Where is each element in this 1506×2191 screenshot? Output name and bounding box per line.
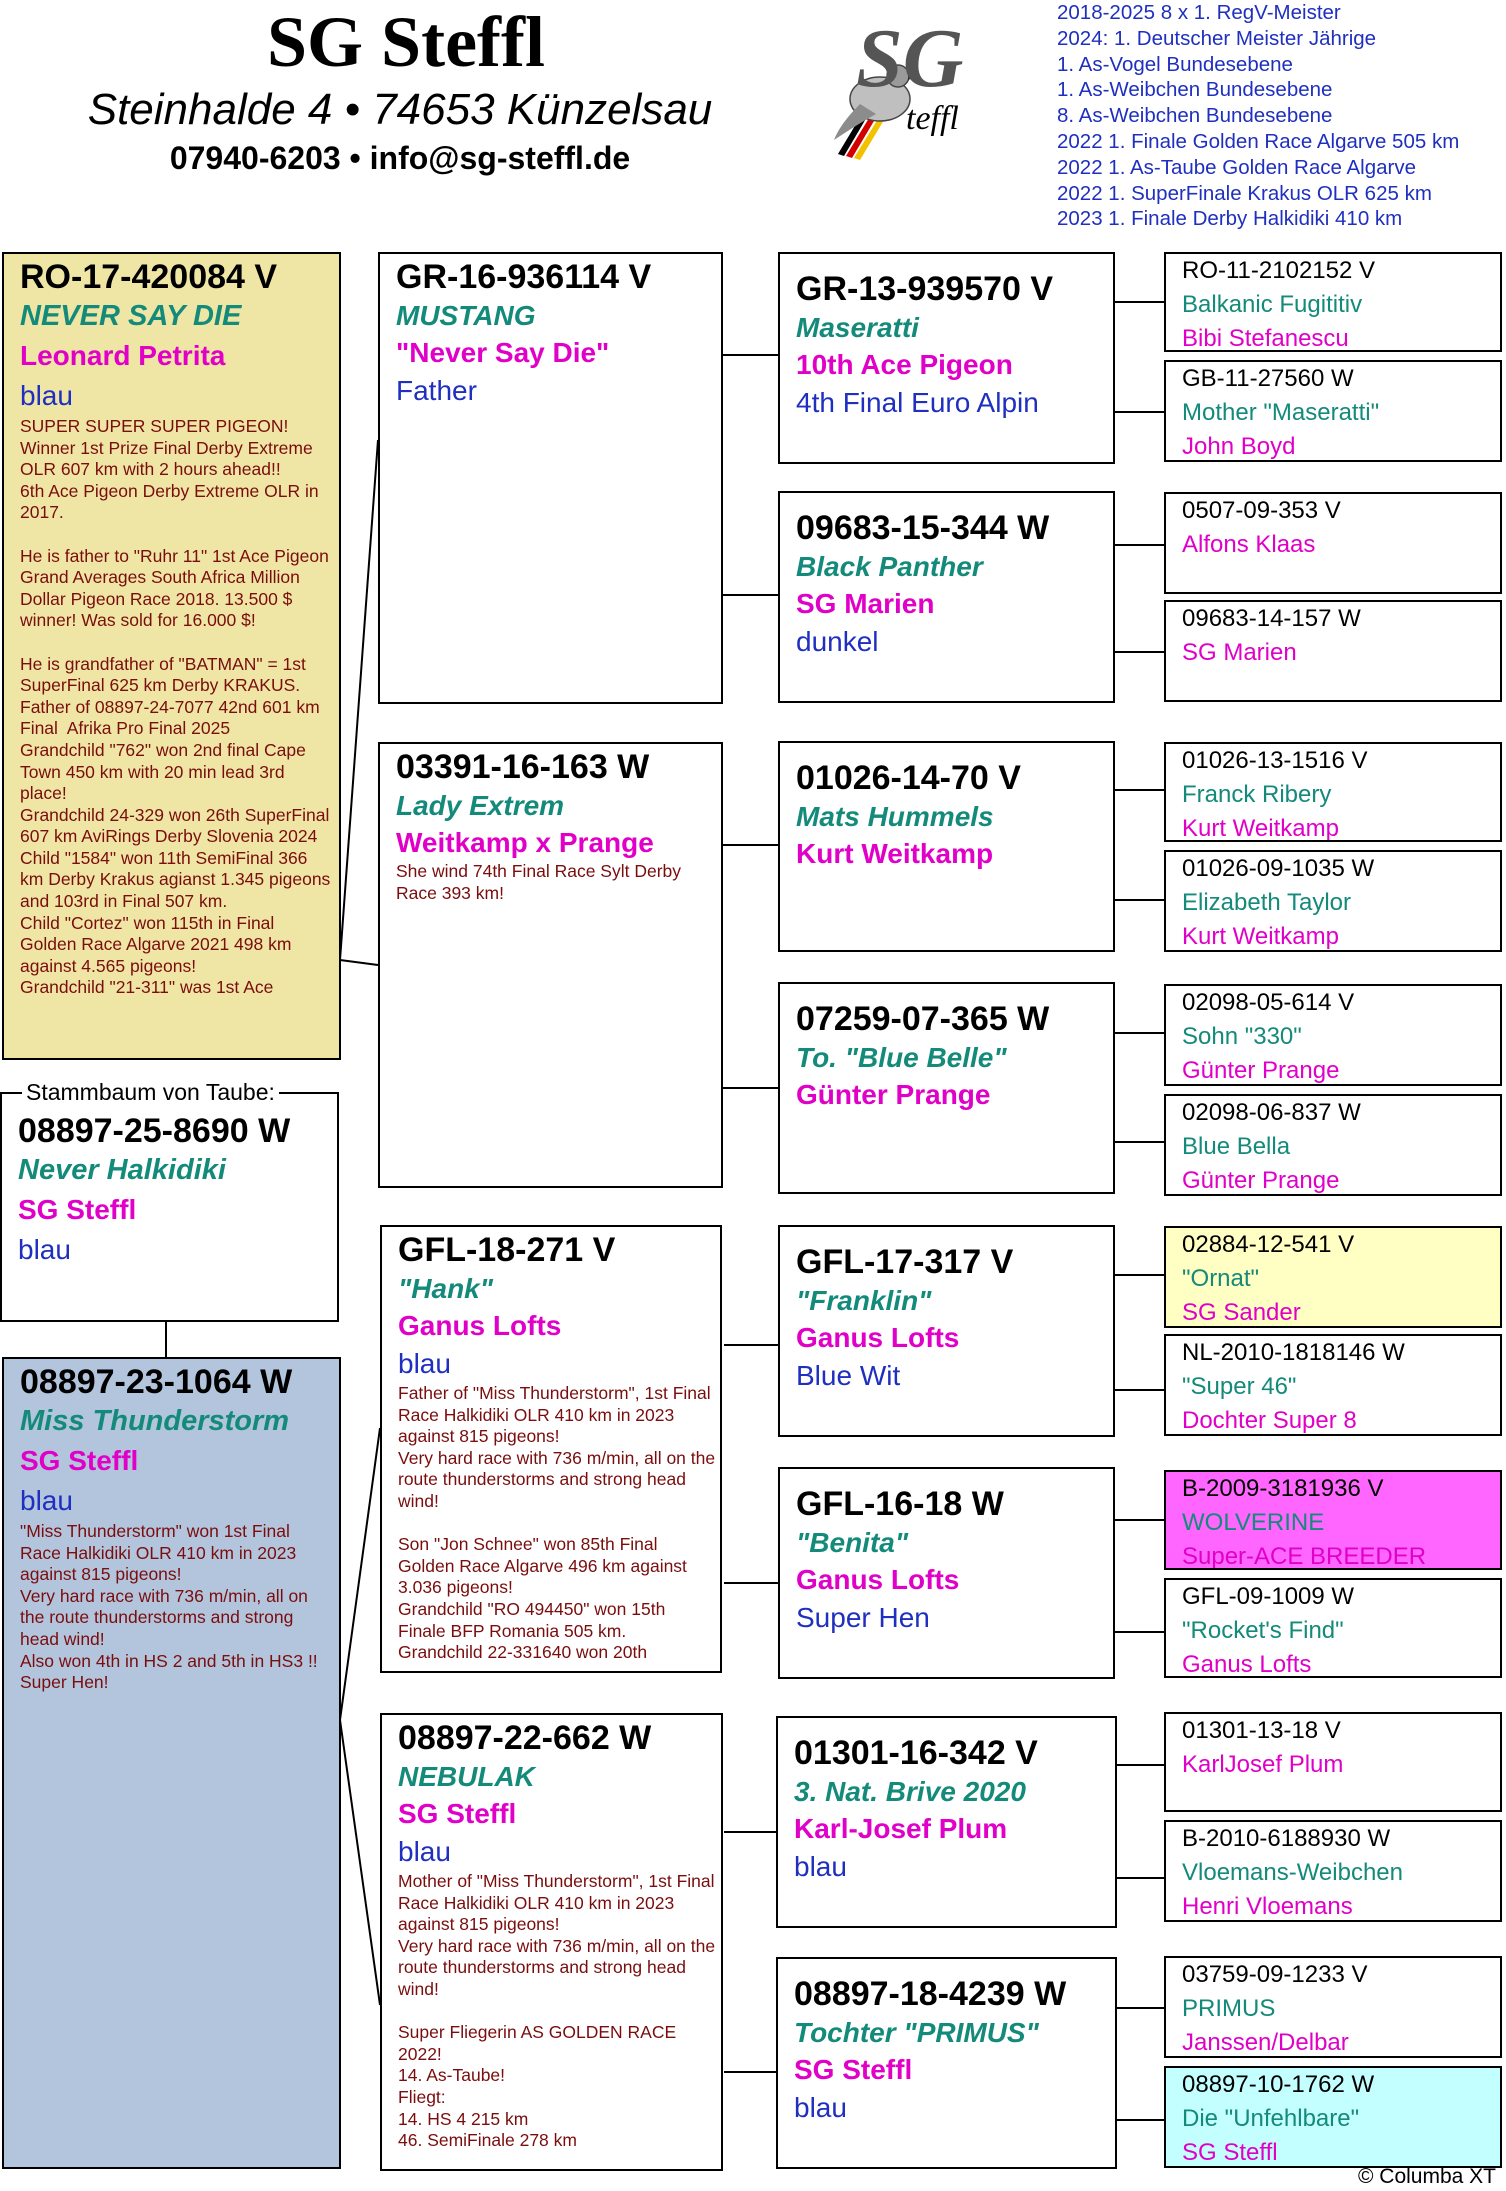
gen4-breeder: Günter Prange (1182, 1167, 1340, 1194)
gen4-breeder: Janssen/Delbar (1182, 2029, 1349, 2056)
gen4-card[interactable] (1164, 1094, 1502, 1196)
grandparent-name: MUSTANG (396, 300, 536, 331)
grandparent-color: Father (396, 375, 477, 406)
ggp-breeder: SG Marien (796, 588, 935, 619)
gen4-name: Franck Ribery (1182, 781, 1332, 808)
mother-card[interactable] (2, 1357, 341, 2169)
ggp-ring: 09683-15-344 W (796, 509, 1050, 547)
achievement-item: 2018-2025 8 x 1. RegV-Meister (1057, 1, 1341, 24)
mother-notes: "Miss Thunderstorm" won 1st Final Race Halkidiki OLR 410 km in 2023 against 815 pigeons! Very hard race with 736 m/min, all on the route thunderstorms and strong head wind! Also won 4th in HS 2 and 5th in HS3 !! Super Hen! (20, 1521, 318, 1693)
grandparent-ring: 03391-16-163 W (396, 748, 650, 786)
gen4-breeder: KarlJosef Plum (1182, 1751, 1344, 1778)
grandparent-name: Lady Extrem (396, 790, 565, 821)
gen4-breeder: John Boyd (1182, 433, 1296, 460)
header-address: Steinhalde 4 • 74653 Künzelsau (87, 85, 713, 134)
gen4-breeder: SG Marien (1182, 639, 1297, 666)
grandparent-breeder: SG Steffl (398, 1798, 517, 1829)
gen4-name: Die "Unfehlbare" (1182, 2105, 1360, 2132)
great-grandparent-card[interactable] (778, 1225, 1115, 1437)
grandparent-name: "Hank" (398, 1273, 494, 1304)
gen4-name: Blue Bella (1182, 1133, 1291, 1160)
mother-color: blau (20, 1485, 73, 1516)
grandparent-card[interactable] (378, 252, 723, 704)
gen4-ring: 01026-09-1035 W (1182, 855, 1375, 882)
great-grandparent-card[interactable] (776, 1957, 1117, 2169)
great-grandparent-card[interactable] (778, 1467, 1115, 1679)
father-breeder: Leonard Petrita (20, 340, 226, 371)
ggp-breeder: Ganus Lofts (796, 1322, 960, 1353)
great-grandparent-card[interactable] (778, 982, 1115, 1194)
ggp-breeder: 10th Ace Pigeon (796, 349, 1013, 380)
ggp-color: 4th Final Euro Alpin (796, 387, 1039, 418)
gen4-breeder: Bibi Stefanescu (1182, 325, 1349, 352)
ggp-name: Maseratti (796, 312, 919, 343)
father-card[interactable] (2, 252, 341, 1060)
great-grandparent-card[interactable] (778, 741, 1115, 952)
ggp-name: To. "Blue Belle" (796, 1042, 1007, 1073)
grandparent-breeder: Ganus Lofts (398, 1310, 562, 1341)
gen4-name: PRIMUS (1182, 1995, 1276, 2022)
grandparent-card[interactable] (378, 742, 723, 1188)
ggp-breeder: Ganus Lofts (796, 1564, 960, 1595)
gen4-ring: 0507-09-353 V (1182, 497, 1341, 524)
pedigree-label: Stammbaum von Taube: (22, 1078, 279, 1106)
ggp-name: "Benita" (796, 1527, 909, 1558)
ggp-ring: 01301-16-342 V (794, 1734, 1038, 1772)
gen4-name: Mother "Maseratti" (1182, 399, 1380, 426)
achievement-item: 8. As-Weibchen Bundesebene (1057, 104, 1333, 128)
ggp-name: Tochter "PRIMUS" (794, 2017, 1039, 2048)
ggp-name: Mats Hummels (796, 801, 994, 832)
gen4-ring: 01026-13-1516 V (1182, 747, 1368, 774)
achievement-item: 2022 1. As-Taube Golden Race Algarve (1057, 155, 1416, 179)
gen4-card[interactable] (1164, 492, 1502, 594)
gen4-ring: 09683-14-157 W (1182, 605, 1361, 632)
gen4-ring: B-2010-6188930 W (1182, 1825, 1391, 1852)
grandparent-notes: Father of "Miss Thunderstorm", 1st Final Race Halkidiki OLR 410 km in 2023 against 815 pigeons! Very hard race with 736 m/min, all on the route thunderstorms and strong head wind! Son "Jon Schnee" won 85th Final Golden Race Algarve 496 km against 3.036 pigeons! Grandchild "RO 494450" won 15th Finale BFP Romania 505 km. Grandchild 22-331640 won 20th (398, 1383, 716, 1663)
gen4-card[interactable] (1164, 1470, 1502, 1570)
gen4-ring: GB-11-27560 W (1182, 365, 1354, 392)
header-title: SG Steffl (267, 2, 545, 82)
gen4-card[interactable] (1164, 1956, 1502, 2058)
ggp-ring: GR-13-939570 V (796, 270, 1054, 308)
grandparent-notes: Mother of "Miss Thunderstorm", 1st Final Race Halkidiki OLR 410 km in 2023 against 815 pigeons! Very hard race with 736 m/min, all on the route thunderstorms and strong head wind! Super Fliegerin AS GOLDEN RACE 2022! 14. As-Taube! Fliegt: 14. HS 4 215 km 46. SemiFinale 278 km (398, 1871, 716, 2151)
ggp-name: Black Panther (796, 551, 983, 582)
gen4-breeder: SG Sander (1182, 1299, 1301, 1326)
ggp-color: blau (794, 1851, 847, 1882)
ggp-breeder: SG Steffl (794, 2054, 913, 2085)
grandparent-ring: GR-16-936114 V (396, 258, 652, 296)
gen4-ring: 02884-12-541 V (1182, 1231, 1355, 1258)
grandparent-card[interactable] (380, 1713, 723, 2171)
gen4-card[interactable] (1164, 2066, 1502, 2168)
ggp-ring: GFL-17-317 V (796, 1243, 1014, 1281)
gen4-card[interactable] (1164, 850, 1502, 952)
achievement-item: 2022 1. SuperFinale Krakus OLR 625 km (1057, 181, 1432, 205)
ggp-ring: 01026-14-70 V (796, 759, 1021, 797)
ggp-name: "Franklin" (796, 1285, 932, 1316)
header-contact: 07940-6203 • info@sg-steffl.de (169, 140, 631, 176)
father-ring: RO-17-420084 V (20, 258, 278, 296)
gen4-ring: 03759-09-1233 V (1182, 1961, 1368, 1988)
gen4-card[interactable] (1164, 1578, 1502, 1678)
gen4-card[interactable] (1164, 252, 1502, 352)
gen4-name: WOLVERINE (1182, 1509, 1325, 1536)
gen4-ring: NL-2010-1818146 W (1182, 1339, 1405, 1366)
gen4-card[interactable] (1164, 984, 1502, 1086)
ggp-color: Super Hen (796, 1602, 930, 1633)
mother-ring: 08897-23-1064 W (20, 1363, 293, 1401)
gen4-name: "Super 46" (1182, 1373, 1297, 1400)
footer-copyright: © Columba XT (1357, 2165, 1496, 2188)
ggp-color: dunkel (796, 626, 879, 657)
ggp-ring: GFL-16-18 W (796, 1485, 1004, 1523)
ggp-breeder: Karl-Josef Plum (794, 1813, 1008, 1844)
gen4-name: "Ornat" (1182, 1265, 1260, 1292)
subject-ring: 08897-25-8690 W (18, 1112, 291, 1150)
achievement-item: 2022 1. Finale Golden Race Algarve 505 km (1057, 129, 1460, 153)
gen4-breeder: Super-ACE BREEDER (1182, 1543, 1427, 1570)
gen4-card[interactable] (1164, 1820, 1502, 1922)
gen4-ring: 02098-05-614 V (1182, 989, 1355, 1016)
gen4-ring: GFL-09-1009 W (1182, 1583, 1355, 1610)
gen4-card[interactable] (1164, 1712, 1502, 1812)
grandparent-breeder: Weitkamp x Prange (396, 827, 654, 858)
gen4-card[interactable] (1164, 1226, 1502, 1328)
gen4-card[interactable] (1164, 360, 1502, 462)
ggp-name: 3. Nat. Brive 2020 (794, 1776, 1026, 1807)
grandparent-breeder: "Never Say Die" (396, 337, 610, 368)
grandparent-color: blau (398, 1836, 451, 1867)
achievement-item: 2024: 1. Deutscher Meister Jährige (1057, 26, 1377, 50)
gen4-ring: 01301-13-18 V (1182, 1717, 1341, 1744)
gen4-breeder: Kurt Weitkamp (1182, 815, 1339, 842)
gen4-name: Sohn "330" (1182, 1023, 1302, 1050)
ggp-breeder: Kurt Weitkamp (796, 838, 994, 869)
subject-breeder: SG Steffl (18, 1194, 137, 1225)
gen4-name: Elizabeth Taylor (1182, 889, 1351, 916)
ggp-ring: 08897-18-4239 W (794, 1975, 1067, 2013)
achievement-item: 1. As-Weibchen Bundesebene (1057, 78, 1333, 102)
great-grandparent-card[interactable] (778, 252, 1115, 464)
subject-card[interactable] (0, 1092, 339, 1322)
gen4-name: Vloemans-Weibchen (1182, 1859, 1404, 1886)
grandparent-color: blau (398, 1348, 451, 1379)
gen4-ring: 08897-10-1762 W (1182, 2071, 1375, 2098)
mother-name: Miss Thunderstorm (20, 1405, 290, 1437)
gen4-card[interactable] (1164, 600, 1502, 702)
gen4-breeder: Alfons Klaas (1182, 531, 1316, 558)
gen4-card[interactable] (1164, 742, 1502, 842)
ggp-ring: 07259-07-365 W (796, 1000, 1050, 1038)
grandparent-card[interactable] (380, 1225, 722, 1673)
achievement-item: 2023 1. Finale Derby Halkidiki 410 km (1057, 207, 1403, 231)
subject-color: blau (18, 1234, 71, 1265)
gen4-breeder: Henri Vloemans (1182, 1893, 1353, 1920)
ggp-color: blau (794, 2092, 847, 2123)
great-grandparent-card[interactable] (776, 1716, 1117, 1928)
grandparent-ring: 08897-22-662 W (398, 1719, 652, 1757)
logo-name: teffl (906, 100, 959, 137)
grandparent-name: NEBULAK (398, 1761, 535, 1792)
gen4-breeder: Günter Prange (1182, 1057, 1340, 1084)
gen4-name: "Rocket's Find" (1182, 1617, 1344, 1644)
gen4-ring: RO-11-2102152 V (1182, 257, 1376, 284)
logo-sg: SG (856, 12, 964, 105)
gen4-breeder: SG Steffl (1182, 2139, 1278, 2166)
father-notes: SUPER SUPER SUPER PIGEON! Winner 1st Prize Final Derby Extreme OLR 607 km with 2 hours ahead!! 6th Ace Pigeon Derby Extreme OLR in 2017. He is father to "Ruhr 11" 1st Ace Pigeon Grand Averages South Africa Million Dollar Pigeon Race 2018. 13.500 $ winner! Was sold for 16.000 $! He is grandfather of "BATMAN" = 1st SuperFinal 625 km Derby KRAKUS. Father of 08897-24-7077 42nd 601 km Final Afrika Pro Final 2025 Grandchild "762" won 2nd final Cape Town 450 km with 20 min lead 3rd place! Grandchild 24-329 won 26th SuperFinal 607 km AviRings Derby Slovenia 2024 Child "1584" won 11th SemiFinal 366 km Derby Krakus agianst 1.345 pigeons and 103rd in Final 507 km. Child "Cortez" won 115th in Final Golden Race Algarve 2021 498 km against 4.565 pigeons! Grandchild "21-311" was 1st Ace (20, 416, 331, 998)
grandparent-notes: She wind 74th Final Race Sylt Derby Race 393 km! (396, 861, 686, 903)
subject-name: Never Halkidiki (18, 1154, 226, 1186)
gen4-breeder: Ganus Lofts (1182, 1651, 1312, 1678)
ggp-breeder: Günter Prange (796, 1079, 991, 1110)
gen4-ring: 02098-06-837 W (1182, 1099, 1361, 1126)
gen4-ring: B-2009-3181936 V (1182, 1475, 1384, 1502)
grandparent-ring: GFL-18-271 V (398, 1231, 616, 1269)
ggp-color: Blue Wit (796, 1360, 901, 1391)
achievement-item: 1. As-Vogel Bundesebene (1057, 52, 1293, 76)
great-grandparent-card[interactable] (778, 491, 1115, 703)
mother-breeder: SG Steffl (20, 1445, 139, 1476)
father-name: NEVER SAY DIE (20, 300, 242, 332)
gen4-name: Balkanic Fugititiv (1182, 291, 1363, 318)
father-color: blau (20, 380, 73, 411)
gen4-card[interactable] (1164, 1334, 1502, 1436)
gen4-breeder: Kurt Weitkamp (1182, 923, 1339, 950)
gen4-breeder: Dochter Super 8 (1182, 1407, 1357, 1434)
